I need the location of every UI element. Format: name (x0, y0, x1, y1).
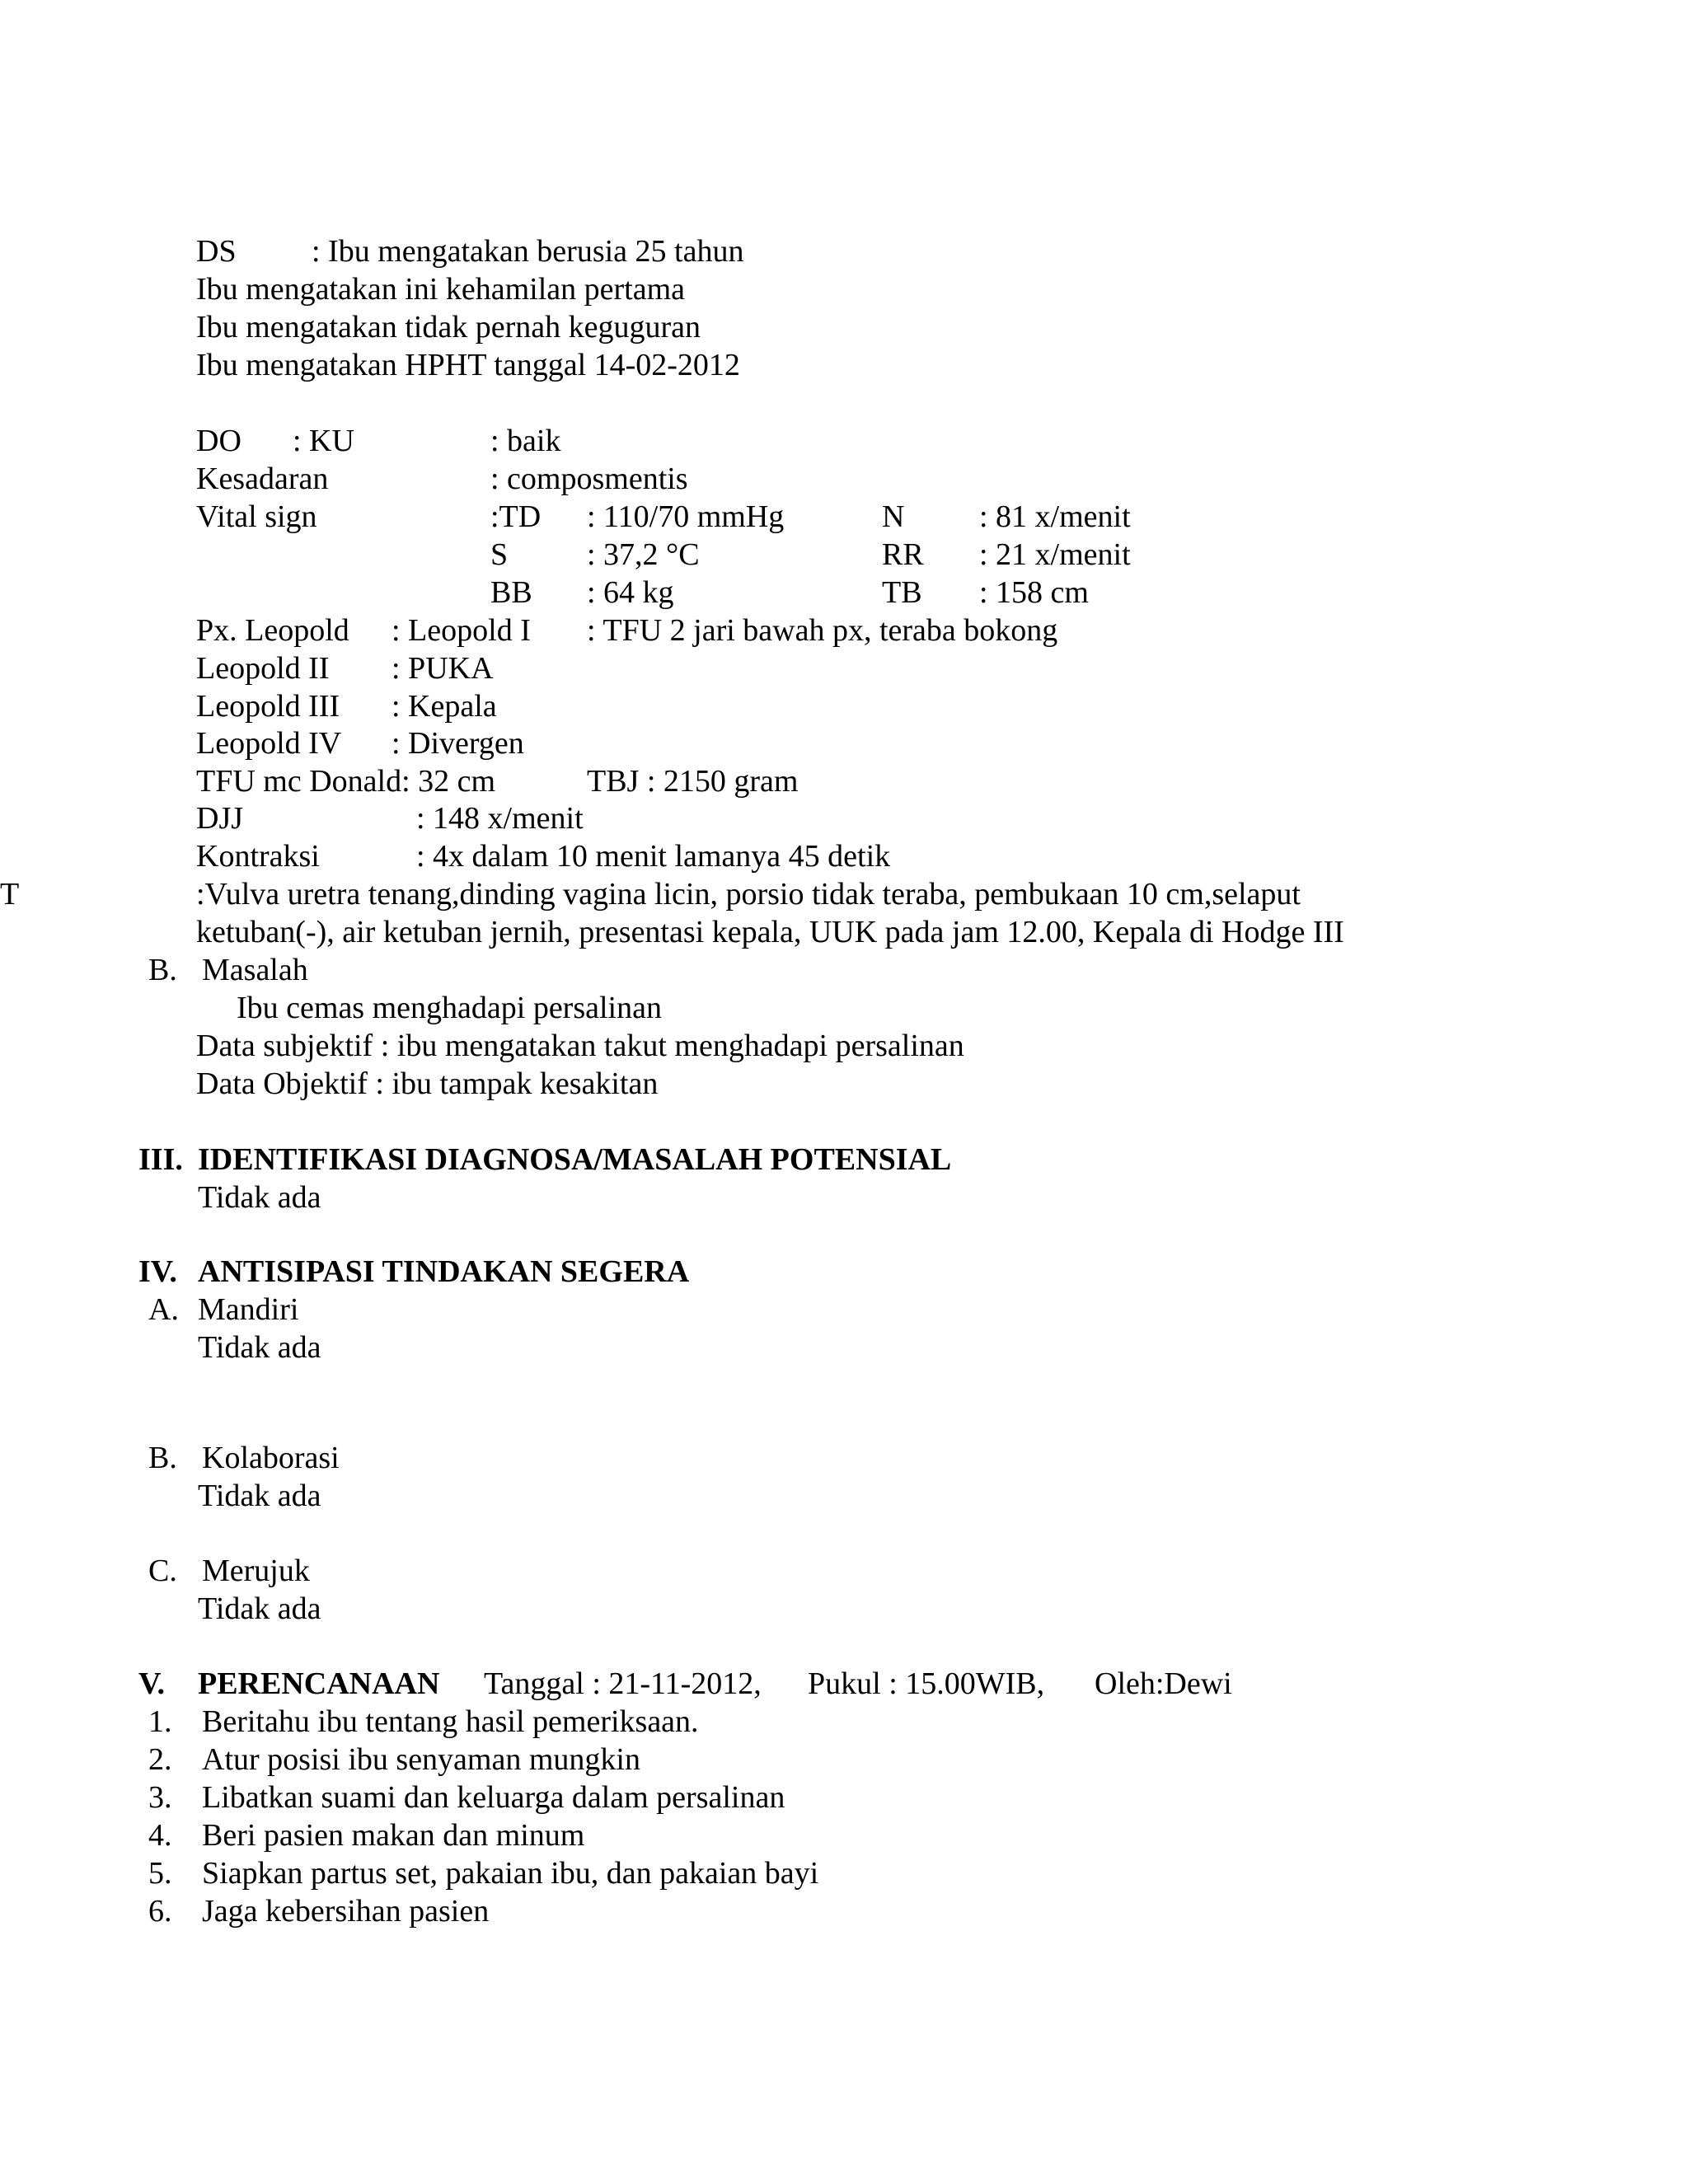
section-3-body: Tidak ada (198, 1180, 321, 1215)
section-5-number: V. (138, 1666, 166, 1701)
plan-item-text: Libatkan suami dan keluarga dalam persalinan (202, 1780, 785, 1815)
masalah-line: Ibu cemas menghadapi persalinan (237, 991, 662, 1025)
td-value: : 110/70 mmHg (587, 499, 785, 534)
plan-item-text: Atur posisi ibu senyaman mungkin (202, 1742, 640, 1777)
section-3-number: III. (138, 1142, 183, 1177)
rr-label: RR (882, 537, 924, 572)
kesadaran-label: Kesadaran (196, 462, 329, 496)
plan-item-number: 1. (148, 1704, 172, 1739)
plan-item-number: 3. (148, 1780, 172, 1815)
djj-value: : 148 x/menit (416, 801, 584, 836)
section-4-item-body: Tidak ada (198, 1591, 321, 1626)
plan-item-number: 2. (148, 1742, 172, 1777)
masalah-marker: B. (148, 953, 177, 987)
section-4-item-label: Mandiri (198, 1292, 299, 1327)
section-4-number: IV. (138, 1254, 177, 1289)
rr-value: : 21 x/menit (979, 537, 1131, 572)
leopold-4-value: : Divergen (392, 726, 524, 761)
do-label: DO (196, 424, 241, 458)
kontraksi-value: : 4x dalam 10 menit lamanya 45 detik (416, 839, 891, 874)
ds-label: DS (196, 234, 237, 269)
ds-line: Ibu mengatakan tidak pernah keguguran (196, 310, 701, 344)
px-leopold-label: Px. Leopold (196, 613, 349, 648)
leopold-1-label: : Leopold I (392, 613, 531, 648)
s-value: : 37,2 °C (587, 537, 700, 572)
section-4-title: ANTISIPASI TINDAKAN SEGERA (198, 1254, 690, 1289)
bb-value: : 64 kg (587, 575, 674, 610)
leopold-3-value: : Kepala (392, 689, 497, 724)
tb-value: : 158 cm (979, 575, 1089, 610)
leopold-3-label: Leopold III (196, 689, 340, 724)
section-4-item-label: Merujuk (202, 1554, 310, 1588)
leopold-2-label: Leopold II (196, 651, 330, 686)
plan-item-number: 6. (148, 1894, 172, 1929)
section-4-item-body: Tidak ada (198, 1479, 321, 1513)
djj-label: DJJ (196, 801, 244, 836)
tb-label: TB (882, 575, 922, 610)
tfu-text: TFU mc Donald: 32 cm (196, 764, 496, 799)
kontraksi-label: Kontraksi (196, 839, 320, 874)
leopold-4-label: Leopold IV (196, 726, 342, 761)
masalah-line: Data subjektif : ibu mengatakan takut menghadapi persalinan (196, 1029, 964, 1063)
section-5-title: PERENCANAAN (198, 1666, 440, 1701)
plan-item-number: 5. (148, 1856, 172, 1891)
n-label: N (882, 499, 905, 534)
ds-line: Ibu mengatakan HPHT tanggal 14-02-2012 (196, 348, 740, 382)
ds-value: : Ibu mengatakan berusia 25 tahun (312, 234, 744, 269)
section-3-title: IDENTIFIKASI DIAGNOSA/MASALAH POTENSIAL (198, 1142, 952, 1177)
vt-line: :Vulva uretra tenang,dinding vagina licin, porsio tidak teraba, pembukaan 10 cm,selaput (196, 877, 1301, 912)
section-5-author: Oleh:Dewi (1095, 1666, 1232, 1701)
plan-item-number: 4. (148, 1818, 172, 1853)
vt-line: ketuban(-), air ketuban jernih, presentasi kepala, UUK pada jam 12.00, Kepala di Hodge III (196, 915, 1344, 949)
masalah-title: Masalah (202, 953, 308, 987)
td-label: :TD (490, 499, 542, 534)
leopold-1-value: : TFU 2 jari bawah px, teraba bokong (587, 613, 1058, 648)
section-4-item-label: Kolaborasi (202, 1441, 340, 1475)
plan-item-text: Jaga kebersihan pasien (202, 1894, 490, 1929)
tbj-text: TBJ : 2150 gram (587, 764, 799, 799)
vital-sign-label: Vital sign (196, 499, 317, 534)
section-4-item-marker: C. (148, 1554, 177, 1588)
kesadaran-value: : composmentis (490, 462, 688, 496)
leopold-2-value: : PUKA (392, 651, 494, 686)
plan-item-text: Beri pasien makan dan minum (202, 1818, 585, 1853)
plan-item-text: Beritahu ibu tentang hasil pemeriksaan. (202, 1704, 699, 1739)
ds-line: Ibu mengatakan ini kehamilan pertama (196, 272, 685, 307)
plan-item-text: Siapkan partus set, pakaian ibu, dan pakaian bayi (202, 1856, 819, 1891)
section-5-time: Pukul : 15.00WIB, (808, 1666, 1045, 1701)
section-4-item-marker: A. (148, 1292, 179, 1327)
masalah-line: Data Objektif : ibu tampak kesakitan (196, 1066, 659, 1101)
ku-label: : KU (293, 424, 354, 458)
section-4-item-body: Tidak ada (198, 1330, 321, 1365)
vt-label: T (0, 877, 20, 912)
section-5-date: Tanggal : 21-11-2012, (484, 1666, 762, 1701)
n-value: : 81 x/menit (979, 499, 1131, 534)
section-4-item-marker: B. (148, 1441, 177, 1475)
s-label: S (490, 537, 509, 572)
ku-value: : baik (490, 424, 561, 458)
bb-label: BB (490, 575, 532, 610)
